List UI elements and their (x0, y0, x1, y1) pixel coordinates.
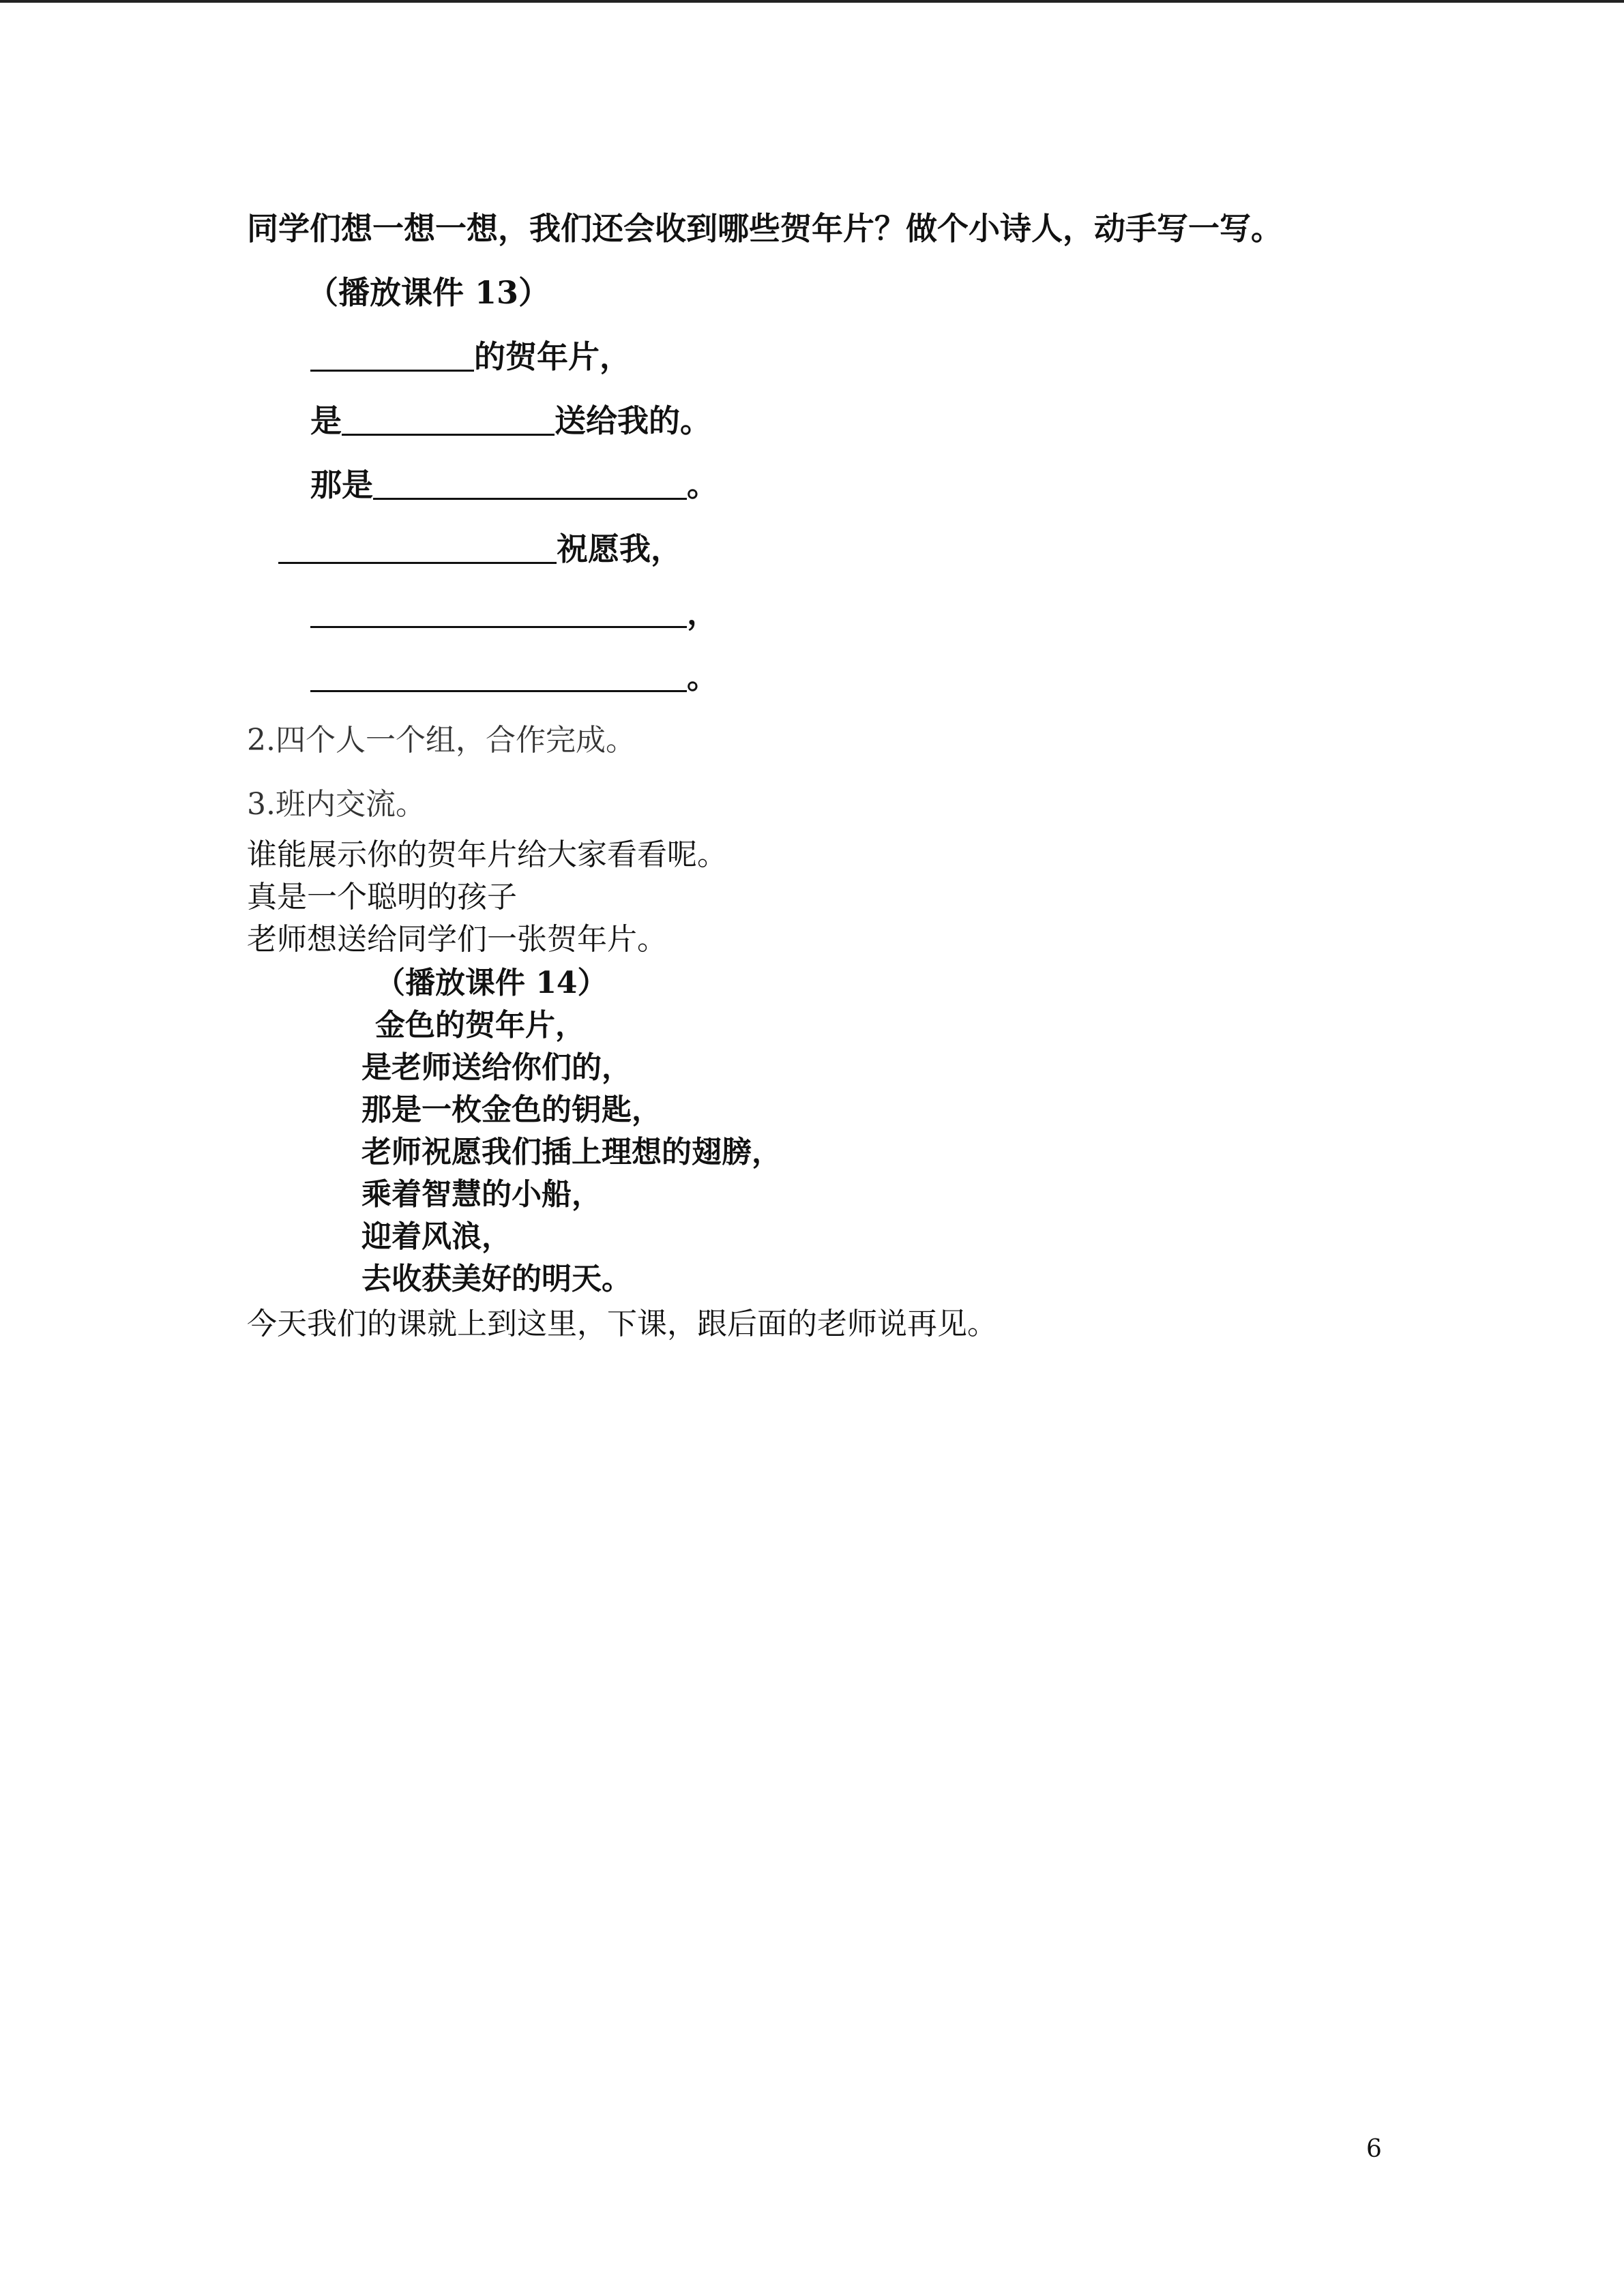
page-top-border (0, 0, 1624, 3)
template-text: 是 (310, 402, 342, 439)
fill-blank[interactable] (310, 342, 474, 372)
poem-line-3: 那是一枚金色的钥匙， (361, 1092, 662, 1127)
poem-line-7: 去收获美好的明天。 (361, 1262, 632, 1296)
poem-template-line-3 (310, 466, 718, 503)
closing-line: 今天我们的课就上到这里，下课，跟后面的老师说再见。 (247, 1307, 997, 1341)
step-2: 2.四个人一个组，合作完成。 (247, 723, 636, 758)
page-number: 6 (1366, 2135, 1382, 2163)
poem-line-2: 是老师送给你们的， (361, 1050, 632, 1085)
template-text: 祝愿我， (557, 531, 682, 567)
template-text: 的贺年片， (474, 338, 631, 375)
template-text: 。 (687, 466, 718, 503)
poem-template-line-4 (278, 533, 682, 565)
fill-blank[interactable] (310, 663, 687, 692)
poem-template-line-2 (310, 402, 711, 439)
fill-blank[interactable] (342, 406, 555, 436)
template-text: 那是 (310, 466, 373, 503)
fill-blank[interactable] (310, 599, 687, 628)
teacher-line-praise: 真是一个聪明的孩子 (247, 880, 517, 914)
courseware-13-note: （播放课件 13） (307, 274, 550, 311)
step-3: 3.班内交流。 (247, 787, 426, 822)
poem-template-line-6 (310, 659, 718, 696)
fill-blank[interactable] (373, 471, 687, 500)
template-text: 送给我的。 (555, 402, 711, 439)
poem-line-5: 乘着智慧的小船， (361, 1177, 602, 1212)
poem-template-line-5 (310, 597, 718, 629)
poem-line-1: 金色的贺年片， (375, 1008, 585, 1043)
fill-blank[interactable] (278, 535, 557, 564)
template-text: ， (687, 595, 718, 631)
poem-template-line-1 (310, 338, 631, 375)
teacher-line-show: 谁能展示你的贺年片给大家看看呢。 (247, 837, 727, 872)
task-intro: 同学们想一想一想，我们还会收到哪些贺年片？做个小诗人，动手写一写。 (247, 210, 1282, 247)
template-text: 。 (687, 659, 718, 696)
poem-line-4: 老师祝愿我们插上理想的翅膀， (361, 1135, 782, 1169)
teacher-line-gift: 老师想送给同学们一张贺年片。 (247, 922, 667, 957)
poem-line-6: 迎着风浪， (361, 1219, 512, 1254)
courseware-14-note: （播放课件 14） (375, 966, 608, 1000)
